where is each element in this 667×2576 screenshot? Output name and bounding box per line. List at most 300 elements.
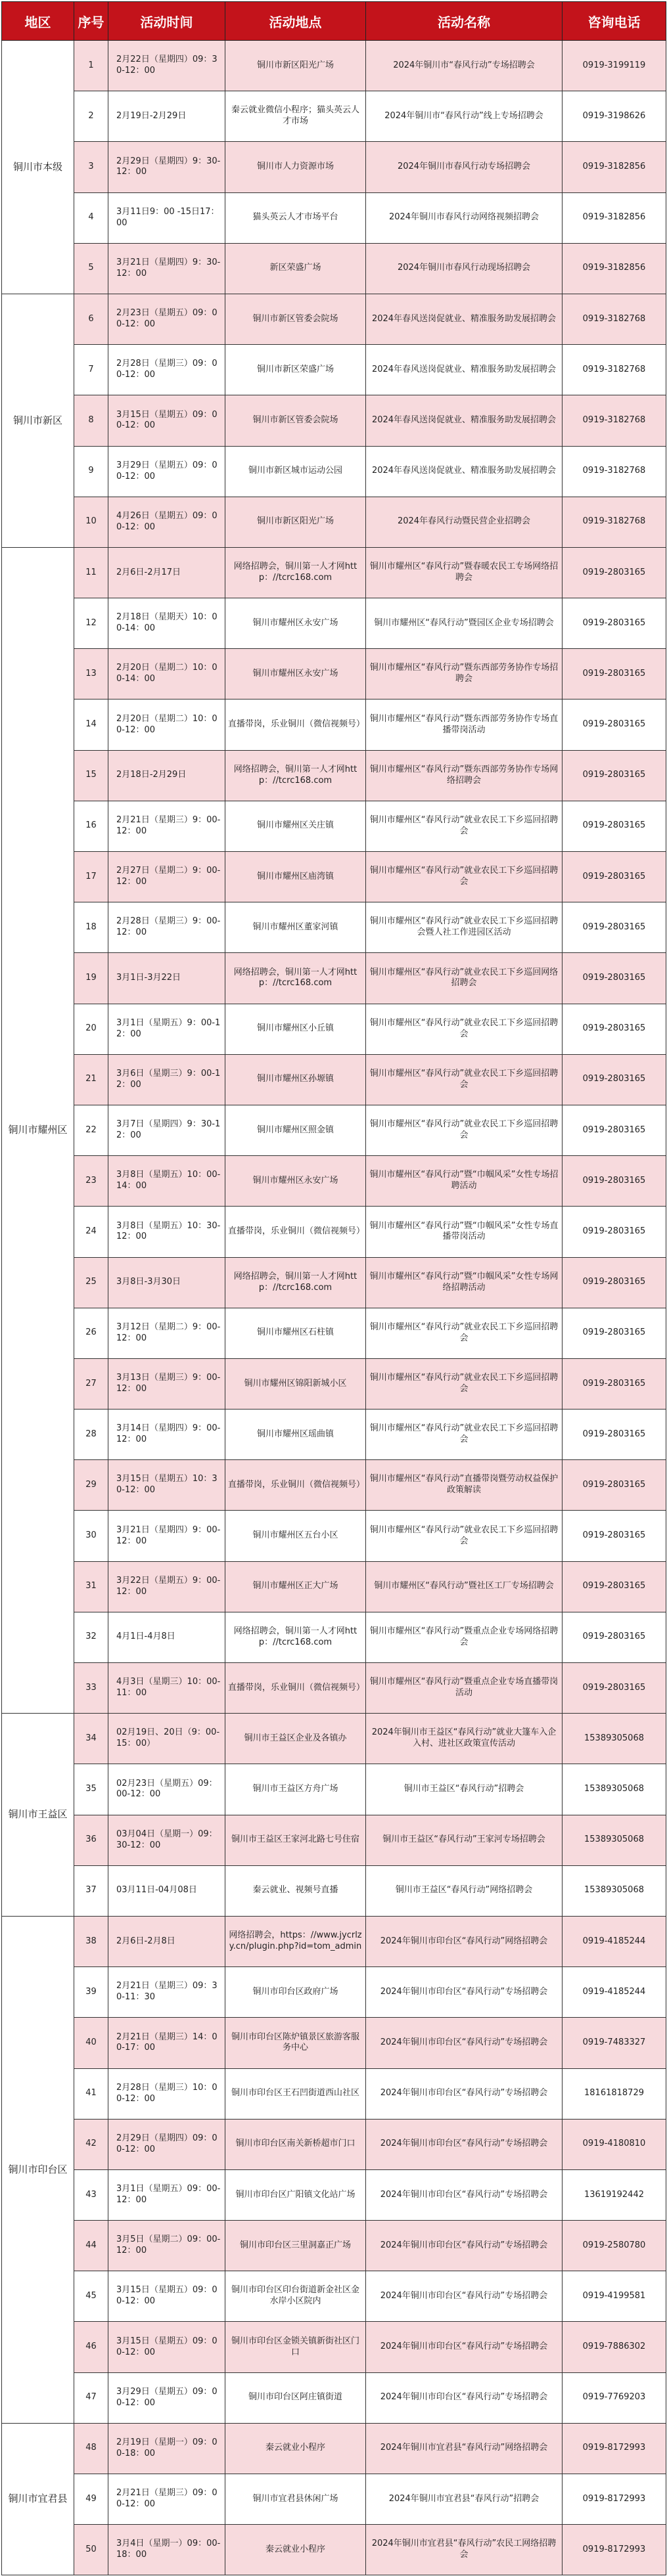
place-cell: 铜川市王益区方舟广场 [225,1764,366,1815]
header-row [2,2,666,41]
place-cell: 铜川市耀州区董家河镇 [225,902,366,953]
event-name-cell: 2024年铜川市印台区“春风行动”专场招聘会 [366,2271,563,2322]
table-row [2,497,666,547]
time-cell: 2月28日（星期三）10：00-12：00 [108,2068,225,2119]
place-cell: 网络招聘会，铜川第一人才网http：//tcrc168.com [225,1257,366,1308]
place-cell: 铜川市王益区企业及各镇办 [225,1714,366,1764]
time-cell: 3月29日（星期五）09：00-12：00 [108,2372,225,2423]
event-name-cell: 2024年铜川市印台区“春风行动”专场招聘会 [366,2372,563,2423]
number-cell: 5 [74,243,108,294]
event-name-cell: 2024年铜川市“春风行动”专场招聘会 [366,41,563,91]
place-cell: 铜川市耀州区正大广场 [225,1561,366,1612]
time-cell: 3月14日（星期四）9：00-12：00 [108,1410,225,1460]
time-cell: 2月18日（星期天）10：00-14：00 [108,598,225,649]
time-cell: 2月6日-2月17日 [108,547,225,598]
phone-cell: 0919-2803165 [563,902,666,953]
phone-cell: 0919-2803165 [563,1004,666,1054]
phone-cell: 0919-2803165 [563,750,666,801]
place-cell: 网络招聘会，铜川第一人才网http：//tcrc168.com [225,1612,366,1662]
table-row [2,2525,666,2575]
number-cell: 39 [74,1967,108,2018]
phone-cell: 18161818729 [563,2068,666,2119]
time-cell: 2月28日（星期三）09：00-12：00 [108,345,225,395]
phone-cell: 0919-2803165 [563,1105,666,1155]
phone-cell: 0919-7769203 [563,2372,666,2423]
place-cell: 秦云就业小程序 [225,2423,366,2474]
phone-cell: 0919-2803165 [563,1257,666,1308]
time-cell: 2月28日（星期三）9：00-12：00 [108,902,225,953]
place-cell: 铜川市耀州区永安广场 [225,598,366,649]
time-cell: 3月15日（星期五）09：00-12：00 [108,2271,225,2322]
number-cell: 10 [74,497,108,547]
table-row [2,2119,666,2169]
place-cell: 铜川市新区管委会院场 [225,395,366,446]
event-name-cell: 2024年铜川市春风行动现场招聘会 [366,243,563,294]
number-cell: 48 [74,2423,108,2474]
phone-cell: 0919-3182768 [563,345,666,395]
event-name-cell: 2024年铜川市春风行动专场招聘会 [366,142,563,192]
number-cell: 46 [74,2322,108,2372]
event-name-cell: 铜川市王益区“春风行动”王家河专场招聘会 [366,1815,563,1865]
place-cell: 铜川市印台区陈炉镇景区旅游客服务中心 [225,2018,366,2068]
phone-cell: 0919-2803165 [563,1663,666,1714]
time-cell: 03月11日-04月08日 [108,1865,225,1916]
time-cell: 3月8日（星期五）10：30-12：00 [108,1207,225,1257]
place-cell: 铜川市新区阳光广场 [225,497,366,547]
table-row [2,2372,666,2423]
number-cell: 40 [74,2018,108,2068]
place-cell: 铜川市耀州区永安广场 [225,1156,366,1207]
place-cell: 铜川市印台区王石凹街道西山社区 [225,2068,366,2119]
region-cell: 铜川市宜君县 [2,2423,74,2575]
phone-cell: 0919-8172993 [563,2423,666,2474]
phone-cell: 0919-4199581 [563,2271,666,2322]
place-cell: 铜川市印台区印台街道新金社区金水岸小区院内 [225,2271,366,2322]
time-cell: 3月15日（星期五）09：00-12：00 [108,395,225,446]
number-cell: 41 [74,2068,108,2119]
place-cell: 猫头英云人才市场平台 [225,192,366,243]
event-name-cell: 2024年铜川市宜君县“春风行动”招聘会 [366,2474,563,2525]
table-row [2,2169,666,2220]
event-name-cell: 铜川市耀州区“春风行动”暨东西部劳务协作专场直播带岗活动 [366,700,563,750]
table-row [2,902,666,953]
table-row [2,345,666,395]
time-cell: 3月22日（星期五）9：00-12：00 [108,1561,225,1612]
place-cell: 新区荣盛广场 [225,243,366,294]
place-cell: 网络招聘会，铜川第一人才网http：//tcrc168.com [225,547,366,598]
time-cell: 2月21日（星期三）09：30-11：30 [108,1967,225,2018]
place-cell: 直播带岗，乐业铜川（微信视频号） [225,1663,366,1714]
phone-cell: 0919-7886302 [563,2322,666,2372]
time-cell: 3月29日（星期五）09：00-12：00 [108,446,225,497]
phone-cell: 0919-2803165 [563,598,666,649]
phone-cell: 0919-2803165 [563,1460,666,1511]
phone-cell: 0919-8172993 [563,2525,666,2575]
phone-cell: 0919-4180810 [563,2119,666,2169]
phone-cell: 0919-2803165 [563,1054,666,1105]
event-name-cell: 2024年春风送岗促就业、精准服务助发展招聘会 [366,345,563,395]
number-cell: 36 [74,1815,108,1865]
table-row [2,1714,666,1764]
time-cell: 3月13日（星期三）9：00-12：00 [108,1358,225,1409]
table-row [2,41,666,91]
place-cell: 铜川市宜君县休闲广场 [225,2474,366,2525]
table-row [2,649,666,700]
region-cell: 铜川市新区 [2,294,74,547]
table-row [2,1257,666,1308]
place-cell: 铜川市耀州区瑶曲镇 [225,1410,366,1460]
phone-cell: 0919-2580780 [563,2221,666,2271]
table-row [2,142,666,192]
header-time: 活动时间 [108,2,225,41]
number-cell: 33 [74,1663,108,1714]
place-cell: 铜川市耀州区照金镇 [225,1105,366,1155]
number-cell: 13 [74,649,108,700]
phone-cell: 0919-3182768 [563,497,666,547]
place-cell: 网络招聘会，https：//www.jycrlzy.cn/plugin.php?id=tom_admin [225,1916,366,1966]
event-name-cell: 2024年铜川市“春风行动”线上专场招聘会 [366,91,563,142]
number-cell: 27 [74,1358,108,1409]
table-row [2,1612,666,1662]
number-cell: 12 [74,598,108,649]
table-row [2,1105,666,1155]
number-cell: 45 [74,2271,108,2322]
phone-cell: 0919-2803165 [563,1612,666,1662]
header-event-name: 活动名称 [366,2,563,41]
number-cell: 2 [74,91,108,142]
number-cell: 50 [74,2525,108,2575]
place-cell: 直播带岗，乐业铜川（微信视频号） [225,1207,366,1257]
number-cell: 43 [74,2169,108,2220]
time-cell: 3月1日（星期五）09：00-12：00 [108,2169,225,2220]
table-row [2,1410,666,1460]
place-cell: 铜川市耀州区关庄镇 [225,801,366,851]
table-row [2,801,666,851]
number-cell: 7 [74,345,108,395]
header-region: 地区 [2,2,74,41]
phone-cell: 0919-3182768 [563,446,666,497]
table-row [2,2322,666,2372]
number-cell: 20 [74,1004,108,1054]
number-cell: 8 [74,395,108,446]
number-cell: 22 [74,1105,108,1155]
event-name-cell: 铜川市耀州区“春风行动”就业农民工下乡巡回招聘会 [366,1511,563,1561]
time-cell: 2月23日（星期五）09：00-12：00 [108,294,225,344]
table-row [2,294,666,344]
place-cell: 秦云就业、视频号直播 [225,1865,366,1916]
place-cell: 铜川市印台区南关新桥超市门口 [225,2119,366,2169]
table-row [2,1358,666,1409]
number-cell: 15 [74,750,108,801]
phone-cell: 0919-2803165 [563,547,666,598]
place-cell: 铜川市耀州区锦阳新城小区 [225,1358,366,1409]
event-name-cell: 2024年春风行动暨民营企业招聘会 [366,497,563,547]
event-name-cell: 2024年铜川市印台区“春风行动”专场招聘会 [366,2018,563,2068]
phone-cell: 0919-8172993 [563,2474,666,2525]
place-cell: 铜川市耀州区孙塬镇 [225,1054,366,1105]
table-row [2,1207,666,1257]
table-row [2,547,666,598]
time-cell: 3月1日（星期五）9：00-12：00 [108,1004,225,1054]
time-cell: 4月1日-4月8日 [108,1612,225,1662]
table-row [2,2474,666,2525]
table-row [2,598,666,649]
phone-cell: 0919-2803165 [563,1511,666,1561]
table-row [2,2068,666,2119]
event-name-cell: 2024年铜川市印台区“春风行动”专场招聘会 [366,2322,563,2372]
event-name-cell: 铜川市耀州区“春风行动”就业农民工下乡巡回招聘会 [366,1358,563,1409]
time-cell: 02月19日、20日（9：00-15：00） [108,1714,225,1764]
place-cell: 铜川市新区城市运动公园 [225,446,366,497]
number-cell: 25 [74,1257,108,1308]
place-cell: 铜川市印台区阿庄镇街道 [225,2372,366,2423]
table-row [2,1156,666,1207]
table-row [2,2271,666,2322]
phone-cell: 0919-3182768 [563,395,666,446]
event-name-cell: 铜川市耀州区“春风行动”暨重点企业专场直播带岗活动 [366,1663,563,1714]
number-cell: 32 [74,1612,108,1662]
time-cell: 2月20日（星期二）10：00-14：00 [108,649,225,700]
number-cell: 4 [74,192,108,243]
number-cell: 16 [74,801,108,851]
event-name-cell: 铜川市耀州区“春风行动”暨社区工厂专场招聘会 [366,1561,563,1612]
place-cell: 网络招聘会，铜川第一人才网http：//tcrc168.com [225,953,366,1004]
table-row [2,953,666,1004]
event-name-cell: 铜川市耀州区“春风行动”就业农民工下乡巡回招聘会 [366,1410,563,1460]
phone-cell: 0919-2803165 [563,1358,666,1409]
place-cell: 铜川市新区管委会院场 [225,294,366,344]
header-phone: 咨询电话 [563,2,666,41]
number-cell: 49 [74,2474,108,2525]
event-name-cell: 铜川市耀州区“春风行动”就业农民工下乡巡回招聘会 [366,1308,563,1358]
table-row [2,1764,666,1815]
table-row [2,750,666,801]
number-cell: 35 [74,1764,108,1815]
time-cell: 2月20日（星期二）10：00-12：00 [108,700,225,750]
phone-cell: 0919-2803165 [563,1207,666,1257]
time-cell: 2月19日-2月29日 [108,91,225,142]
time-cell: 2月27日（星期二）9：00-12：00 [108,852,225,902]
table-row [2,1967,666,2018]
phone-cell: 0919-3198626 [563,91,666,142]
time-cell: 3月11日9：00 -15日17：00 [108,192,225,243]
event-name-cell: 2024年春风送岗促就业、精准服务助发展招聘会 [366,294,563,344]
event-name-cell: 铜川市耀州区“春风行动”暨重点企业专场网络招聘会 [366,1612,563,1662]
event-name-cell: 2024年铜川市宜君县“春风行动”农民工网络招聘会 [366,2525,563,2575]
time-cell: 2月29日（星期四）9：30-12：00 [108,142,225,192]
table-row [2,91,666,142]
number-cell: 38 [74,1916,108,1966]
event-name-cell: 铜川市耀州区“春风行动”就业农民工下乡巡回网络招聘会 [366,953,563,1004]
time-cell: 3月1日-3月22日 [108,953,225,1004]
event-name-cell: 2024年铜川市印台区“春风行动”专场招聘会 [366,2169,563,2220]
place-cell: 铜川市印台区政府广场 [225,1967,366,2018]
event-name-cell: 铜川市耀州区“春风行动”就业农民工下乡巡回招聘会暨人社工作进园区活动 [366,902,563,953]
job-fair-schedule-table [1,1,666,2575]
number-cell: 9 [74,446,108,497]
phone-cell: 0919-2803165 [563,649,666,700]
place-cell: 铜川市耀州区永安广场 [225,649,366,700]
number-cell: 14 [74,700,108,750]
table-row [2,1916,666,1966]
event-name-cell: 铜川市耀州区“春风行动”暨东西部劳务协作专场招聘会 [366,649,563,700]
phone-cell: 0919-3199119 [563,41,666,91]
event-name-cell: 2024年铜川市印台区“春风行动”专场招聘会 [366,2119,563,2169]
region-cell: 铜川市印台区 [2,1916,74,2423]
number-cell: 23 [74,1156,108,1207]
header-place: 活动地点 [225,2,366,41]
table-row [2,192,666,243]
number-cell: 6 [74,294,108,344]
phone-cell: 0919-2803165 [563,801,666,851]
event-name-cell: 2024年铜川市春风行动网络视频招聘会 [366,192,563,243]
place-cell: 秦云就业微信小程序；猫头英云人才市场 [225,91,366,142]
region-cell: 铜川市王益区 [2,1714,74,1917]
time-cell: 4月26日（星期五）09：00-12：00 [108,497,225,547]
time-cell: 3月21日（星期四）9：00-12：00 [108,1511,225,1561]
place-cell: 铜川市新区荣盛广场 [225,345,366,395]
table-row [2,395,666,446]
event-name-cell: 铜川市耀州区“春风行动”就业农民工下乡巡回招聘会 [366,1054,563,1105]
table-body [2,41,666,2575]
table-row [2,700,666,750]
number-cell: 37 [74,1865,108,1916]
phone-cell: 13619192442 [563,2169,666,2220]
event-name-cell: 2024年铜川市宜君县“春风行动”网络招聘会 [366,2423,563,2474]
event-name-cell: 铜川市耀州区“春风行动”暨“巾帼风采”女性专场网络招聘活动 [366,1257,563,1308]
phone-cell: 0919-4185244 [563,1916,666,1966]
number-cell: 19 [74,953,108,1004]
event-name-cell: 铜川市耀州区“春风行动”暨春暖农民工专场网络招聘会 [366,547,563,598]
table-row [2,1308,666,1358]
time-cell: 3月8日-3月30日 [108,1257,225,1308]
event-name-cell: 2024年铜川市王益区“春风行动”就业大篷车入企入村、进社区政策宣传活动 [366,1714,563,1764]
region-cell: 铜川市本级 [2,41,74,294]
table-row [2,1004,666,1054]
phone-cell: 0919-3182768 [563,294,666,344]
table-row [2,1511,666,1561]
number-cell: 24 [74,1207,108,1257]
time-cell: 3月15日（星期五）09：00-12：00 [108,2322,225,2372]
page [1,1,666,2575]
time-cell: 3月6日（星期三）9：00-12：00 [108,1054,225,1105]
event-name-cell: 铜川市耀州区“春风行动”直播带岗暨劳动权益保护政策解读 [366,1460,563,1511]
time-cell: 2月22日（星期四）09：30-12：00 [108,41,225,91]
number-cell: 26 [74,1308,108,1358]
time-cell: 3月21日（星期四）9：30-12：00 [108,243,225,294]
phone-cell: 0919-2803165 [563,1308,666,1358]
event-name-cell: 铜川市耀州区“春风行动”暨“巾帼风采”女性专场招聘活动 [366,1156,563,1207]
table-row [2,1561,666,1612]
place-cell: 铜川市耀州区小丘镇 [225,1004,366,1054]
table-row [2,1815,666,1865]
time-cell: 2月18日-2月29日 [108,750,225,801]
time-cell: 3月12日（星期二）9：00-12：00 [108,1308,225,1358]
table-row [2,1460,666,1511]
number-cell: 11 [74,547,108,598]
phone-cell: 15389305068 [563,1865,666,1916]
place-cell: 秦云就业小程序 [225,2525,366,2575]
event-name-cell: 铜川市耀州区“春风行动”暨园区企业专场招聘会 [366,598,563,649]
event-name-cell: 铜川市耀州区“春风行动”暨东西部劳务协作专场网络招聘会 [366,750,563,801]
phone-cell: 0919-7483327 [563,2018,666,2068]
time-cell: 3月4日（星期一）09：00-18：00 [108,2525,225,2575]
place-cell: 铜川市王益区王家河北路七号住宿 [225,1815,366,1865]
table-row [2,1663,666,1714]
phone-cell: 0919-4185244 [563,1967,666,2018]
time-cell: 2月6日-2月8日 [108,1916,225,1966]
time-cell: 2月19日（星期一）09：00-18：00 [108,2423,225,2474]
place-cell: 直播带岗，乐业铜川（微信视频号） [225,700,366,750]
table-row [2,1865,666,1916]
phone-cell: 0919-3182856 [563,243,666,294]
table-row [2,2423,666,2474]
event-name-cell: 铜川市耀州区“春风行动”就业农民工下乡巡回招聘会 [366,852,563,902]
number-cell: 44 [74,2221,108,2271]
event-name-cell: 2024年铜川市印台区“春风行动”专场招聘会 [366,2068,563,2119]
table-row [2,852,666,902]
table-row [2,1054,666,1105]
phone-cell: 15389305068 [563,1815,666,1865]
number-cell: 3 [74,142,108,192]
time-cell: 03月04日（星期一）09：30-12：00 [108,1815,225,1865]
phone-cell: 0919-3182856 [563,192,666,243]
time-cell: 3月5日（星期二）09：00-12：00 [108,2221,225,2271]
phone-cell: 15389305068 [563,1714,666,1764]
number-cell: 31 [74,1561,108,1612]
header-number: 序号 [74,2,108,41]
number-cell: 30 [74,1511,108,1561]
event-name-cell: 铜川市耀州区“春风行动”就业农民工下乡巡回招聘会 [366,1105,563,1155]
time-cell: 02月23日（星期五）09：00-12：00 [108,1764,225,1815]
time-cell: 3月7日（星期四）9：30-12：00 [108,1105,225,1155]
event-name-cell: 2024年铜川市印台区“春风行动”专场招聘会 [366,1967,563,2018]
place-cell: 铜川市新区阳光广场 [225,41,366,91]
number-cell: 34 [74,1714,108,1764]
table-row [2,243,666,294]
phone-cell: 0919-2803165 [563,852,666,902]
number-cell: 42 [74,2119,108,2169]
event-name-cell: 铜川市耀州区“春风行动”暨“巾帼风采”女性专场直播带岗活动 [366,1207,563,1257]
number-cell: 21 [74,1054,108,1105]
table-row [2,446,666,497]
event-name-cell: 2024年春风送岗促就业、精准服务助发展招聘会 [366,395,563,446]
table-row [2,2221,666,2271]
phone-cell: 0919-2803165 [563,1410,666,1460]
event-name-cell: 铜川市耀州区“春风行动”就业农民工下乡巡回招聘会 [366,1004,563,1054]
time-cell: 3月8日（星期五）10：00-14：00 [108,1156,225,1207]
phone-cell: 0919-2803165 [563,953,666,1004]
time-cell: 4月3日（星期三）10：00-11：00 [108,1663,225,1714]
place-cell: 铜川市印台区金锁关镇新街社区门口 [225,2322,366,2372]
time-cell: 2月21日（星期三）9：00-12：00 [108,801,225,851]
event-name-cell: 2024年铜川市印台区“春风行动”网络招聘会 [366,1916,563,1966]
phone-cell: 15389305068 [563,1764,666,1815]
number-cell: 29 [74,1460,108,1511]
place-cell: 铜川市耀州区庙湾镇 [225,852,366,902]
number-cell: 18 [74,902,108,953]
number-cell: 47 [74,2372,108,2423]
region-cell: 铜川市耀州区 [2,547,74,1713]
place-cell: 直播带岗，乐业铜川（微信视频号） [225,1460,366,1511]
event-name-cell: 2024年铜川市印台区“春风行动”专场招聘会 [366,2221,563,2271]
time-cell: 2月29日（星期四）09：00-12：00 [108,2119,225,2169]
event-name-cell: 铜川市王益区“春风行动”招聘会 [366,1764,563,1815]
number-cell: 17 [74,852,108,902]
number-cell: 1 [74,41,108,91]
number-cell: 28 [74,1410,108,1460]
time-cell: 3月15日（星期五）10：30-12：00 [108,1460,225,1511]
